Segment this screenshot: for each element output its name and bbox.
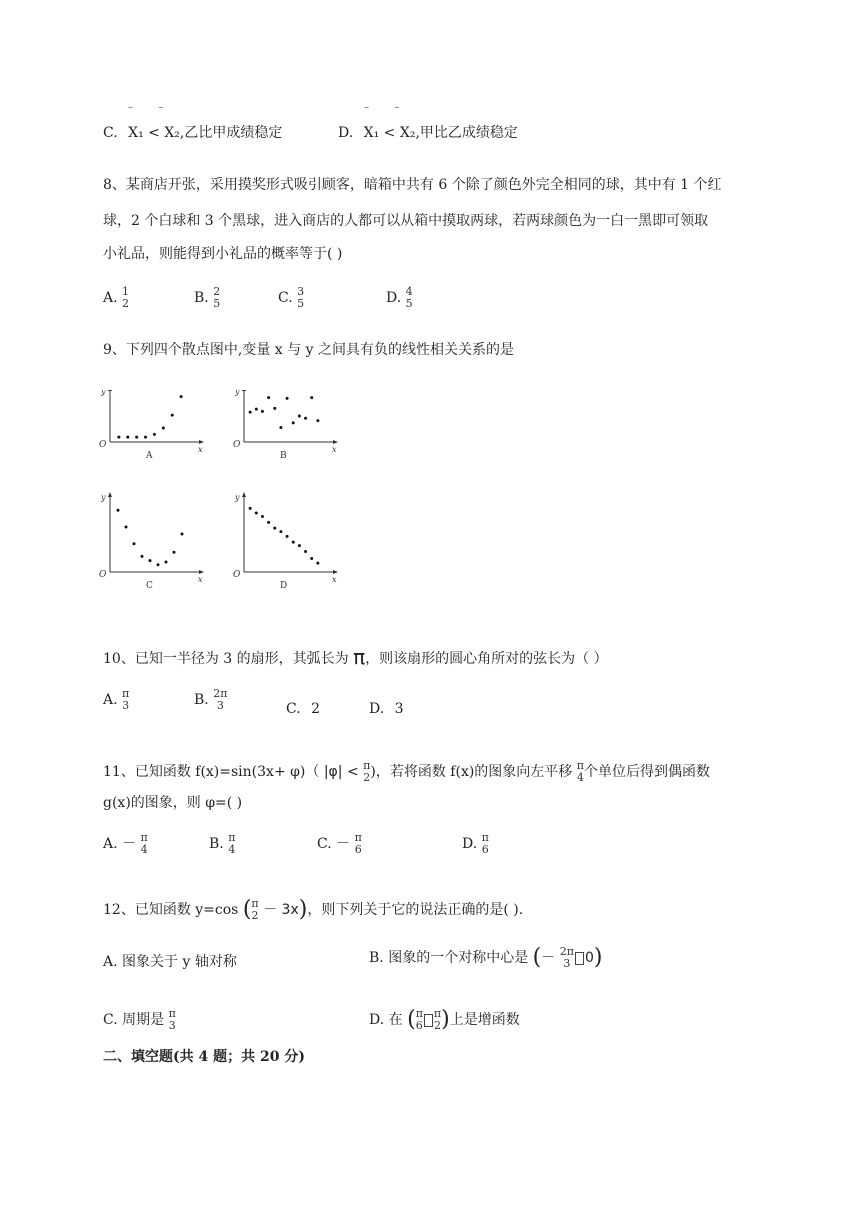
q7-option-d-text: ,甲比乙成绩稳定 <box>415 125 518 141</box>
numerator: 1 <box>122 285 130 298</box>
q8-option-c-label: C. <box>278 290 293 306</box>
q7-option-c-text: ,乙比甲成绩稳定 <box>179 125 283 141</box>
q7-c-bar-marks: – – <box>128 102 164 113</box>
q12-paren-open: ( <box>242 897 252 922</box>
numerator: 4 <box>405 285 413 298</box>
scatter-point <box>298 544 301 547</box>
q12-option-b-paren-close: ) <box>593 945 603 970</box>
q10-option-b-label: B. <box>194 692 209 708</box>
numerator: π <box>168 1007 176 1020</box>
q8-option-a-fraction <box>122 286 129 310</box>
numerator: π <box>433 1007 442 1020</box>
denominator: 4 <box>576 771 584 784</box>
y-axis-label: y <box>235 493 240 502</box>
q12-option-d-paren-close: ) <box>441 1007 450 1032</box>
scatter-point <box>157 563 160 566</box>
q7-option-c-expr: X₁ < X₂ <box>128 125 180 141</box>
numerator: π <box>122 687 130 700</box>
scatter-point <box>273 527 276 530</box>
denominator: 2 <box>251 909 259 922</box>
scatter-point <box>181 533 184 536</box>
y-axis-arrow-icon <box>108 492 112 497</box>
scatter-point <box>292 541 295 544</box>
q12-expr-fraction <box>251 898 258 922</box>
scatter-point <box>267 521 270 524</box>
scatter-point <box>249 411 252 414</box>
q7-option-d-expr: X₁ < X₂ <box>363 125 416 141</box>
q10-option-a-fraction <box>122 688 129 712</box>
denominator: 6 <box>415 1019 423 1032</box>
q12-option-c <box>103 1008 176 1032</box>
q7-d-bar-marks: – – <box>364 102 400 113</box>
scatter-point <box>261 515 264 518</box>
q11-option-b <box>209 832 235 856</box>
plot-caption: B <box>280 451 287 461</box>
q10-stem-b: ，则该扇形的圆心角所对的弦长为（ ） <box>365 651 608 667</box>
q11-shift-fraction <box>577 760 584 784</box>
denominator: 5 <box>405 297 413 310</box>
x-axis-label: x <box>198 445 203 454</box>
y-axis-label: y <box>101 390 106 396</box>
scatter-point <box>304 550 307 553</box>
q12-option-b-sign: － <box>541 950 556 966</box>
scatter-point <box>279 530 282 533</box>
numerator: π <box>415 1007 423 1020</box>
numerator: π <box>140 831 148 844</box>
q10-stem <box>103 645 608 669</box>
scatter-point <box>165 561 168 564</box>
q9-stem: 9、下列四个散点图中,变量 x 与 y 之间具有负的线性相关关系的是 <box>103 342 514 358</box>
scatter-point <box>255 408 258 411</box>
numerator: 3 <box>297 285 305 298</box>
q7-option-d-label: D. <box>338 125 354 141</box>
denominator: 2 <box>434 1019 442 1032</box>
q12-option-c-fraction <box>169 1008 176 1032</box>
numerator: π <box>354 831 362 844</box>
x-axis-label: x <box>198 575 203 584</box>
x-axis-arrow-icon <box>333 440 338 444</box>
q10-option-d-label: D. <box>369 701 385 717</box>
origin-label: O <box>99 570 107 580</box>
q11-option-a-fraction <box>140 832 147 856</box>
q11-option-d-fraction <box>482 832 489 856</box>
q12-option-d-fraction-1 <box>416 1008 423 1032</box>
q8-option-d-label: D. <box>386 290 402 306</box>
q10-stem-a: 10、已知一半径为 3 的扇形，其弧长为 <box>103 651 349 667</box>
scatter-point <box>141 555 144 558</box>
q10-option-c-value: 2 <box>311 701 321 717</box>
q8-line2: 球，2 个白球和 3 个黑球，进入商店的人都可以从箱中摸取两球，若两球颜色为一白一黑即可领取 <box>103 213 709 229</box>
q7-option-c <box>103 124 282 142</box>
scatter-point <box>133 542 136 545</box>
x-axis-arrow-icon <box>333 570 338 574</box>
scatter-point <box>173 551 176 554</box>
q11-stem-a: 11、已知函数 f(x)=sin(3x+ φ)（ <box>103 764 320 780</box>
q8-line3: 小礼品，则能得到小礼品的概率等于( ) <box>103 246 343 262</box>
q8-option-b-label: B. <box>194 290 209 306</box>
denominator: 5 <box>213 297 221 310</box>
q11-option-c-label: C. <box>317 836 332 852</box>
scatter-point <box>149 559 152 562</box>
plot-caption: D <box>280 581 288 591</box>
q8-option-a-label: A. <box>103 290 118 306</box>
origin-label: O <box>233 440 241 450</box>
q11-line2: g(x)的图象，则 φ=( ) <box>103 795 243 811</box>
scatter-point <box>310 396 313 399</box>
scatter-point <box>135 436 138 439</box>
numerator: π <box>363 759 371 772</box>
q8-line1: 8、某商店开张，采用摸奖形式吸引顾客，暗箱中共有 6 个除了颜色外完全相同的球，其中有 1 个红 <box>103 177 722 193</box>
q8-option-c <box>278 286 304 310</box>
q8-option-c-fraction <box>297 286 304 310</box>
q11-option-c <box>317 832 362 856</box>
y-axis-arrow-icon <box>108 390 112 391</box>
q12-option-a: A. 图象关于 y 轴对称 <box>103 954 237 970</box>
origin-label: O <box>99 440 107 450</box>
scatter-point <box>144 436 147 439</box>
q12-expr-rest: － 3x <box>263 902 299 918</box>
q11-condition: |φ| < <box>323 764 359 780</box>
scatter-point <box>171 414 174 417</box>
q8-option-a <box>103 286 129 310</box>
q8-option-d <box>386 286 413 310</box>
numerator: 2π <box>559 945 574 958</box>
scatter-point <box>117 509 120 512</box>
scatter-point <box>310 557 313 560</box>
scatter-point <box>316 419 319 422</box>
q10-pi: π <box>353 645 366 669</box>
q11-option-c-sign: － <box>336 836 351 852</box>
numerator: π <box>576 759 584 772</box>
scatter-point <box>125 526 128 529</box>
q10-option-b-fraction <box>213 688 227 712</box>
scatter-point <box>126 436 129 439</box>
q12-option-b <box>369 946 602 970</box>
numerator: π <box>251 897 259 910</box>
q12-option-b-label: B. 图象的一个对称中心是 <box>369 950 529 966</box>
denominator: 4 <box>228 843 236 856</box>
q12-option-d <box>369 1008 520 1032</box>
x-axis-arrow-icon <box>199 440 204 444</box>
y-axis-label: y <box>101 493 106 502</box>
q11-option-a-label: A. <box>103 836 118 852</box>
numerator: π <box>481 831 489 844</box>
q10-option-b <box>194 688 227 712</box>
x-axis-label: x <box>332 445 337 454</box>
plot-caption: A <box>146 451 153 461</box>
q10-option-a-label: A. <box>103 692 118 708</box>
q12-stem-a: 12、已知函数 y=cos <box>103 902 239 918</box>
scatter-point <box>267 396 270 399</box>
q12-option-d-tail: 上是增函数 <box>449 1012 520 1028</box>
q12-option-b-paren-open: ( <box>532 945 542 970</box>
q12-option-c-label: C. 周期是 <box>103 1012 165 1028</box>
q10-option-c <box>286 700 320 718</box>
scatter-point <box>304 417 307 420</box>
numerator: 2π <box>213 687 228 700</box>
q11-stem-c: 个单位后得到偶函数 <box>584 764 710 780</box>
plot-caption: C <box>146 581 153 591</box>
y-axis-arrow-icon <box>242 492 246 497</box>
q8-option-b <box>194 286 220 310</box>
denominator: 6 <box>481 843 489 856</box>
q11-stem-b: )，若将函数 f(x)的图象向左平移 <box>370 764 573 780</box>
q11-option-b-fraction <box>228 832 235 856</box>
scatter-point <box>249 507 252 510</box>
q11-option-b-label: B. <box>209 836 224 852</box>
scatter-point <box>153 433 156 436</box>
denominator: 3 <box>122 699 130 712</box>
denominator: 2 <box>122 297 130 310</box>
q11-option-c-fraction <box>355 832 362 856</box>
q10-option-c-label: C. <box>286 701 301 717</box>
section-2-heading: 二、填空题(共 4 题；共 20 分) <box>103 1049 305 1065</box>
scatter-point <box>292 421 295 424</box>
q7-option-d <box>338 124 518 142</box>
missing-glyph-box <box>575 952 584 965</box>
q12-option-b-tail: 0 <box>584 950 594 966</box>
scatter-point <box>261 410 264 413</box>
scatter-point <box>117 436 120 439</box>
denominator: 4 <box>140 843 148 856</box>
scatter-point <box>286 535 289 538</box>
q12-stem <box>103 898 523 922</box>
denominator: 5 <box>297 297 305 310</box>
scatter-point <box>273 407 276 410</box>
x-axis-label: x <box>332 575 337 584</box>
q8-option-b-fraction <box>213 286 220 310</box>
scatter-point <box>298 415 301 418</box>
denominator: 2 <box>363 771 371 784</box>
y-axis-arrow-icon <box>242 390 246 391</box>
numerator: π <box>228 831 236 844</box>
q10-option-a <box>103 688 129 712</box>
q10-option-d <box>369 700 404 718</box>
scatter-point <box>180 395 183 398</box>
denominator: 3 <box>168 1019 176 1032</box>
q12-option-b-fraction <box>560 946 574 970</box>
denominator: 3 <box>216 699 224 712</box>
q12-option-d-label: D. 在 <box>369 1012 403 1028</box>
missing-glyph-box <box>424 1014 433 1027</box>
q11-option-d <box>462 832 489 856</box>
scatter-point <box>316 562 319 565</box>
origin-label: O <box>233 570 241 580</box>
scatter-point <box>279 426 282 429</box>
y-axis-label: y <box>235 390 240 396</box>
q12-stem-b: ，则下列关于它的说法正确的是( ). <box>307 902 524 918</box>
q11-option-d-label: D. <box>462 836 478 852</box>
scatter-point <box>162 426 165 429</box>
scatter-point <box>286 397 289 400</box>
q12-option-d-paren-open: ( <box>407 1007 416 1032</box>
denominator: 3 <box>563 957 571 970</box>
q12-paren-close: ) <box>298 897 308 922</box>
scatter-point <box>255 512 258 515</box>
q11-option-a <box>103 832 148 856</box>
q9-scatter-plots <box>96 390 346 600</box>
x-axis-arrow-icon <box>199 570 204 574</box>
denominator: 6 <box>354 843 362 856</box>
numerator: 2 <box>213 285 221 298</box>
q8-option-d-fraction <box>406 286 413 310</box>
q11-option-a-sign: － <box>122 836 137 852</box>
q10-option-d-value: 3 <box>394 701 404 717</box>
q7-option-c-label: C. <box>103 125 118 141</box>
q11-line1 <box>103 760 710 784</box>
